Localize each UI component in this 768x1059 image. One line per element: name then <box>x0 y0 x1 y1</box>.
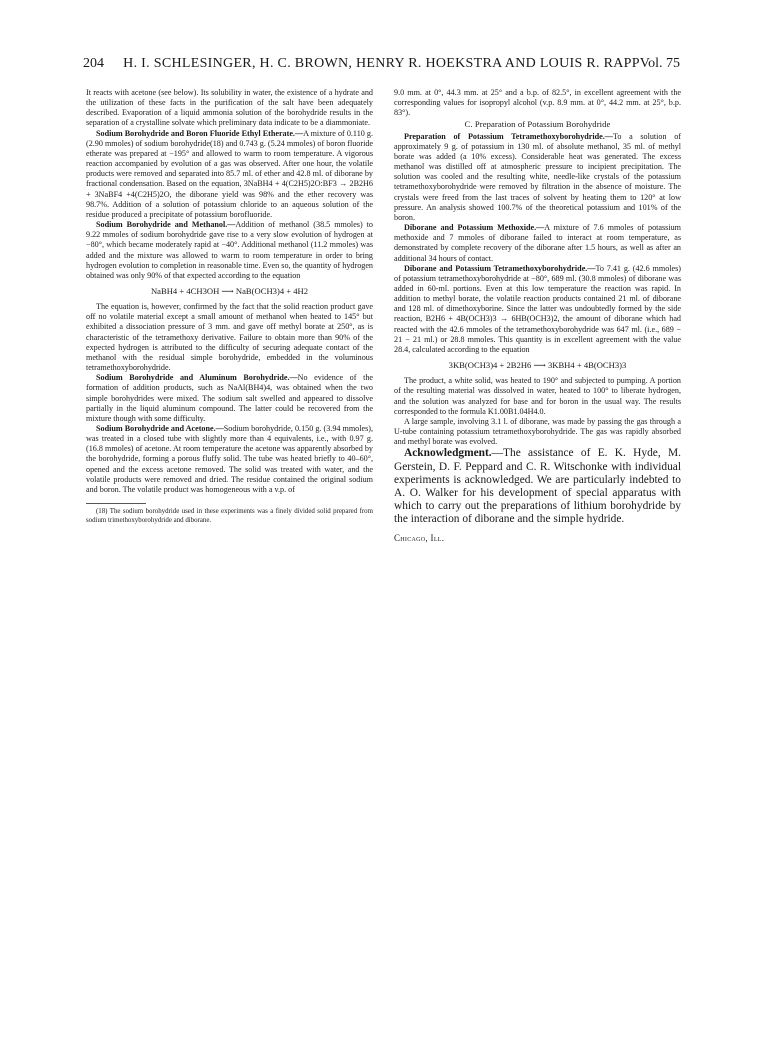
right-column <box>394 88 681 543</box>
paragraph: It reacts with acetone (see below). Its solubility in water, the existence of a hydrate and the utilization of these facts in the purification of the salt have been adequately described. Evaporation of a liquid ammonia solution of the borohydride results in the separation of a crystalline solvate which preliminary data indicate to be a diammoniate. <box>86 88 373 128</box>
paragraph <box>86 220 373 281</box>
paragraph-body: To a solution of approximately 9 g. of potassium in 130 ml. of absolute methanol, 35 ml. of methyl borate was added (a 10% excess). Considerable heat was generated. The excess methanol was distilled off at atmospheric pressure to incipient precipitation. The solution was cooled and the resulting white, needle-like crystals of the potassium tetramethoxyborohydride were removed by filtration in the absence of moisture. The crystals were freed from the last traces of solvent by heating them to 120° at low pressure. An analysis showed 100.7% of the theoretical potassium and 101% of the boron. <box>394 131 681 222</box>
paragraph-heading: Diborane and Potassium Methoxide.— <box>404 223 545 233</box>
paragraph: The equation is, however, confirmed by the fact that the solid reaction product gave off no volatile material except a small amount of methanol when heated to 145° but exhibited a dissociation pressure of 3 mm. and gave off methyl borate at 250°, as is characteristic of the tetramethoxy derivative. Failure to obtain more than 90% of the expected hydrogen is attributed to the difficulty of securing adequate contact of the methanol with the residual simple borohydride, embedded in the voluminous tetramethoxyborohydride. <box>86 302 373 373</box>
acknowledgment-heading: Acknowledgment. <box>404 447 492 460</box>
paragraph <box>394 264 681 355</box>
left-column <box>86 88 373 525</box>
paragraph <box>86 129 373 220</box>
footnote: (18) The sodium borohydride used in these experiments was a finely divided solid prepared from sodium trimethoxyborohydride and diborane. <box>86 508 373 524</box>
paragraph: The product, a white solid, was heated to 190° and subjected to pumping. A portion of the resulting material was dissolved in water, heated to 100° to liberate hydrogen, and the solution was analyzed for base and for boron in the usual way. The results corresponded to the formula K1.00B1.04H4.0. <box>394 376 681 416</box>
paragraph-body: A mixture of 0.110 g. (2.90 mmoles) of sodium borohydride(18) and 0.743 g. (5.24 mmoles) of boron fluoride etherate was prepared at −195° and allowed to warm to room temperature. A vigorous reaction accompanied by evolution of a gas was observed. After one hour, the volatile products were removed and separated into 85.7 ml. of ether and 42.8 ml. of diborane by fractional condensation. Based on the equation, 3NaBH4 + 4(C2H5)2O:BF3 → 2B2H6 + 3NaBF4 +4(C2H5)2O, the diborane yield was 98% and the ether recovery was 98.7%. Addition of a solution of potassium chloride to an aqueous solution of the residue produced a precipitate of potassium borofluoride. <box>86 128 374 219</box>
volume-number: Vol. 75 <box>639 56 680 71</box>
section-heading: C. Preparation of Potassium Borohydride <box>464 119 611 130</box>
paragraph: 9.0 mm. at 0°, 44.3 mm. at 25° and a b.p. of 82.5°, in excellent agreement with the corresponding values for isopropyl alcohol (v.p. 8.9 mm. at 0°, 44.2 mm. at 25°, b.p. 83°). <box>394 88 681 118</box>
paragraph <box>86 424 373 495</box>
paragraph-body: No evidence of the formation of addition products, such as NaAl(BH4)4, was obtained when the two simple borohydrides were mixed. The sodium salt swelled and appeared to dissolve partially in the liquid aluminum compound. The latter could be recovered from the mixture though with some difficulty. <box>86 373 373 423</box>
paragraph-heading: Sodium Borohydride and Methanol.— <box>96 220 236 230</box>
paragraph-heading: Sodium Borohydride and Aluminum Borohydride.— <box>96 373 298 383</box>
paragraph <box>86 373 373 424</box>
paragraph-heading: Diborane and Potassium Tetramethoxyborohydride.— <box>404 263 596 273</box>
acknowledgment <box>394 447 681 526</box>
footnote-rule <box>86 503 146 504</box>
paragraph-heading: Sodium Borohydride and Acetone.— <box>96 424 224 433</box>
running-head-authors: H. I. SCHLESINGER, H. C. BROWN, HENRY R. HOEKSTRA AND LOUIS R. RAPP <box>123 56 640 71</box>
paragraph <box>394 132 681 223</box>
paragraph: A large sample, involving 3.1 l. of diborane, was made by passing the gas through a U-tube containing potassium tetramethoxyborohydride. The gas was rapidly absorbed and methyl borate was evolved. <box>394 416 681 447</box>
paragraph-body: A mixture of 7.6 mmoles of potassium methoxide and 7 mmoles of diborane failed to interact at room temperature, as demonstrated by complete recovery of the diborane after 1.5 hours, as well as after an additional 34 hours of contact. <box>394 223 681 263</box>
affiliation-city: Chicago, Ill. <box>394 532 445 543</box>
paragraph-body: Sodium borohydride, 0.150 g. (3.94 mmoles), was treated in a closed tube with slightly more than 4 equivalents, i.e., with 0.97 g. (16.8 mmoles) of acetone. At room temperature the acetone was apparently absorbed by the borohydride, forming a porous fluffy solid. The tube was heated briefly to 40–60°, opened and the excess acetone removed. The solid was treated with water, and the volatile products were removed and dried. The residue contained the original sodium and boron. The volatile product was homogeneous with a v.p. of <box>86 424 373 494</box>
equation: NaBH4 + 4CH3OH ⟶ NaB(OCH3)4 + 4H2 <box>150 285 309 296</box>
paragraph-body: To 7.41 g. (42.6 mmoles) of potassium tetramethoxyborohydride at −80°, 689 ml. (30.8 mmoles) of diborane was added in 60-ml. portions. Even at this low temperature the reaction was rapid. In addition to methyl borate, the volatile reaction products contained 21 ml. of diborane and 128 ml. of dimethoxyborine. Since the latter was undoubtedly formed by the side reaction, B2H6 + 4B(OCH3)3 → 6HB(OCH3)2, the amount of diborane which had reacted with the 42.6 mmoles of the tetramethoxyborohydride was 647 ml. (i.e., 689 − 21 − 21 ml.) or 28.8 mmoles. This quantity is in excellent agreement with the value 28.4, calculated according to the equation <box>394 263 681 354</box>
paragraph-body: Addition of methanol (38.5 mmoles) to 9.22 mmoles of sodium borohydride gave rise to a very slow evolution of hydrogen at −80°, which became moderately rapid at −40°. Additional methanol (11.2 mmoles) was added and the mixture was allowed to warm to room temperature in order to bring hydrogen evolution to completion in reasonable time. Even so, the quantity of hydrogen obtained was only 90% of that expected according to the equation <box>86 220 373 280</box>
equation: 3KB(OCH3)4 + 2B2H6 ⟶ 3KBH4 + 4B(OCH3)3 <box>448 360 627 371</box>
paragraph <box>394 223 681 264</box>
running-header <box>83 56 680 76</box>
paragraph-heading: Preparation of Potassium Tetramethoxyborohydride.— <box>404 131 613 141</box>
acknowledgment-body: —The assistance of E. K. Hyde, M. Gerstein, D. F. Peppard and C. R. Witschonke with individual experiments is acknowledged. We are particularly indebted to A. O. Walker for his development of special apparatus with which to carry out the preparations of lithium borohydride by the interaction of diborane and the simple hydride. <box>394 447 681 526</box>
paragraph-heading: Sodium Borohydride and Boron Fluoride Ethyl Etherate.— <box>96 128 304 138</box>
page-number: 204 <box>83 56 104 71</box>
